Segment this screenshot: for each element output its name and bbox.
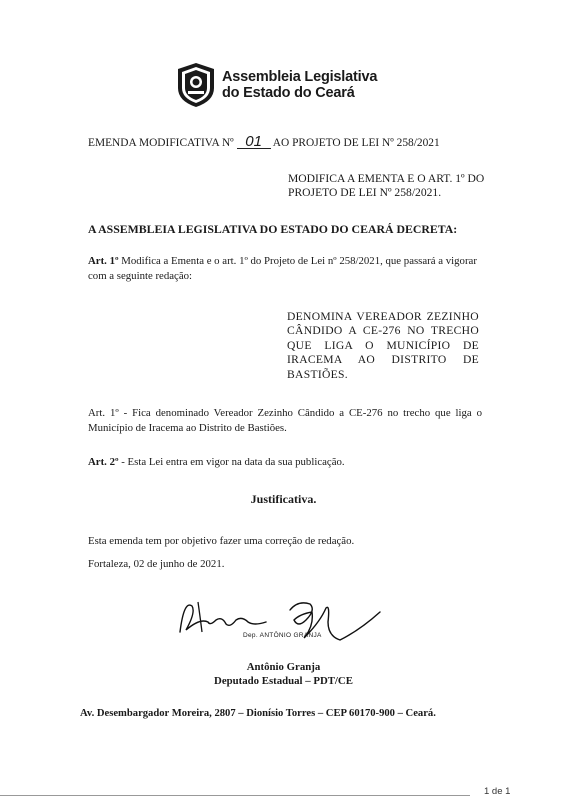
article-1-label: Art. 1º [88, 255, 119, 267]
signer-block [0, 660, 567, 688]
place-date: Fortaleza, 02 de junho de 2021. [88, 558, 225, 570]
signature-stamp: Dep. ANTÔNIO GRANJA [243, 632, 322, 639]
footer-address: Av. Desembargador Moreira, 2807 – Dionísio Torres – CEP 60170-900 – Ceará. [80, 708, 436, 719]
justificativa-title: Justificativa. [250, 492, 317, 506]
article-1 [88, 254, 480, 284]
emenda-prefix: EMENDA MODIFICATIVA Nº [88, 137, 234, 149]
org-name-line2: do Estado do Ceará [222, 85, 355, 101]
org-name-line1: Assembleia Legislativa [222, 69, 378, 85]
emenda-heading [88, 133, 440, 150]
decreta-clause: A ASSEMBLEIA LEGISLATIVA DO ESTADO DO CEARÁ DECRETA: [88, 222, 458, 236]
new-article-1: Art. 1º - Fica denominado Vereador Zezinho Cândido a CE-276 no trecho que liga o Município de Iracema ao Distrito de Bastiões. [88, 407, 482, 434]
signer-name: Antônio Granja [246, 661, 321, 673]
ementa: MODIFICA A EMENTA E O ART. 1º DO PROJETO DE LEI Nº 258/2021. [288, 172, 485, 199]
article-2-text: - Esta Lei entra em vigor na data da sua publicação. [118, 456, 345, 468]
org-name [222, 69, 377, 101]
emenda-suffix: AO PROJETO DE LEI Nº 258/2021 [272, 137, 440, 149]
article-1-text: Modifica a Ementa e o art. 1º do Projeto de Lei nº 258/2021, que passará a vigorar com a seguinte redação: [88, 255, 477, 282]
letterhead [176, 62, 377, 108]
state-seal-icon [176, 62, 216, 108]
page-number: 1 de 1 [484, 786, 511, 797]
article-2-label: Art. 2º [88, 456, 119, 468]
new-ementa: DENOMINA VEREADOR ZEZINHO CÂNDIDO A CE-276 NO TRECHO QUE LIGA O MUNICÍPIO DE IRACEMA AO DISTRITO DE BASTIÕES. [287, 310, 479, 381]
handwritten-signature [170, 592, 400, 652]
emenda-number: 01 [237, 136, 271, 149]
footer-divider [0, 795, 470, 796]
signer-title: Deputado Estadual – PDT/CE [214, 675, 353, 687]
justificativa-text: Esta emenda tem por objetivo fazer uma correção de redação. [88, 535, 355, 547]
article-2 [88, 456, 345, 468]
